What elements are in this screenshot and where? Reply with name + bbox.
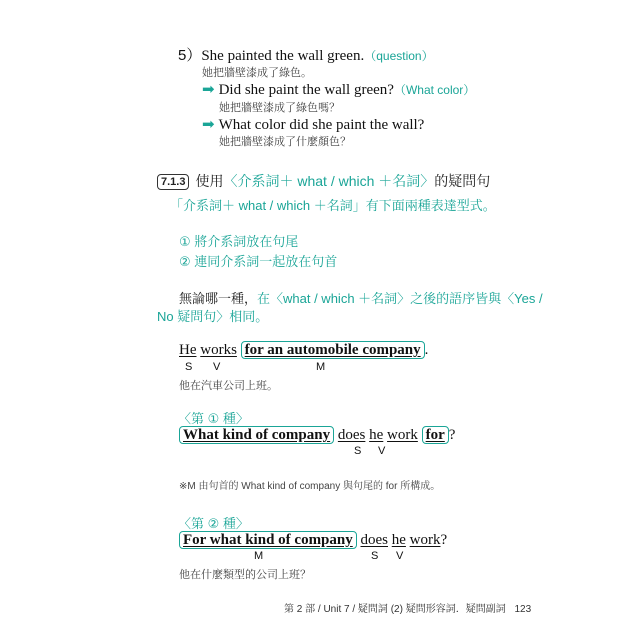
type-1-sentence bbox=[179, 427, 455, 444]
label-m: M bbox=[254, 550, 264, 562]
question-2-sentence: What color did she paint the wall? bbox=[218, 117, 425, 133]
main-example-sentence bbox=[179, 342, 428, 359]
question-1-translation: 她把牆壁漆成了綠色嗎？ bbox=[219, 102, 340, 114]
for-what-kind-phrase-box: For what kind of company bbox=[179, 531, 357, 549]
section-title-teal: 〈介系詞＋ what / which ＋名詞〉 bbox=[223, 173, 435, 189]
verb-works: works bbox=[200, 342, 237, 358]
verb-work: work bbox=[387, 427, 418, 443]
preposition-for-box: for bbox=[422, 426, 449, 444]
subject-he: He bbox=[179, 342, 197, 358]
note-prefix: 無論哪一種， bbox=[179, 291, 258, 306]
arrow-right-icon: ➡ bbox=[202, 116, 215, 133]
question-2-line bbox=[202, 115, 424, 134]
type-2-heading: 〈第 ② 種〉 bbox=[178, 516, 249, 531]
note-line-2: No 疑問句〉相同。 bbox=[157, 309, 269, 324]
option-2: ② 連同介系詞一起放在句首 bbox=[179, 254, 338, 269]
example-number: 5） bbox=[178, 47, 202, 64]
section-title-prefix: 使用 bbox=[195, 173, 224, 189]
type-1-heading: 〈第 ① 種〉 bbox=[178, 411, 249, 426]
section-number-badge: 7.1.3 bbox=[157, 174, 189, 190]
type-2-translation: 他在什麼類型的公司上班？ bbox=[179, 569, 311, 581]
subject-he: he bbox=[391, 532, 406, 548]
what-kind-phrase-box: What kind of company bbox=[179, 426, 334, 444]
subject-he: he bbox=[369, 427, 384, 443]
label-v: V bbox=[213, 361, 221, 373]
aux-does: does bbox=[360, 532, 388, 548]
question-tag: （question） bbox=[364, 49, 434, 63]
verb-work: work bbox=[409, 532, 441, 548]
label-v: V bbox=[396, 550, 404, 562]
example-5-line bbox=[178, 44, 434, 65]
section-intro: 「介系詞＋ what / which ＋名詞」有下面兩種表達型式。 bbox=[170, 198, 496, 213]
question-mark: ? bbox=[448, 427, 456, 443]
type-2-sentence bbox=[179, 532, 447, 549]
note-teal: 在〈what / which ＋名詞〉之後的語序皆與〈Yes / bbox=[257, 291, 543, 306]
what-color-tag: （What color） bbox=[393, 83, 476, 97]
label-v: V bbox=[378, 445, 386, 457]
main-example-translation: 他在汽車公司上班。 bbox=[179, 380, 278, 392]
footer-text: 第 2 部 / Unit 7 / 疑問詞 (2) 疑問形容詞．疑問副詞 bbox=[284, 604, 506, 615]
type-1-note: ※M 由句首的 What kind of company 與句尾的 for 所構成。 bbox=[179, 481, 441, 492]
question-1-line bbox=[202, 80, 475, 99]
label-s: S bbox=[371, 550, 379, 562]
arrow-right-icon: ➡ bbox=[202, 81, 215, 98]
section-heading bbox=[157, 171, 490, 191]
aux-does: does bbox=[337, 427, 366, 443]
label-s: S bbox=[354, 445, 362, 457]
question-mark: ? bbox=[440, 532, 448, 548]
page-footer bbox=[284, 600, 531, 615]
question-1-sentence: Did she paint the wall green? bbox=[218, 82, 394, 98]
option-1: ① 將介系詞放在句尾 bbox=[179, 234, 299, 249]
label-s: S bbox=[185, 361, 193, 373]
question-2-translation: 她把牆壁漆成了什麼顏色？ bbox=[219, 136, 351, 148]
label-m: M bbox=[316, 361, 326, 373]
example-sentence: She painted the wall green. bbox=[201, 48, 365, 64]
page-number: 123 bbox=[514, 604, 532, 615]
section-title-suffix: 的疑問句 bbox=[434, 173, 491, 189]
example-translation: 她把牆壁漆成了綠色。 bbox=[202, 67, 312, 79]
period: . bbox=[424, 342, 429, 358]
note-line-1 bbox=[179, 288, 543, 307]
modifier-phrase-box: for an automobile company bbox=[241, 341, 425, 359]
